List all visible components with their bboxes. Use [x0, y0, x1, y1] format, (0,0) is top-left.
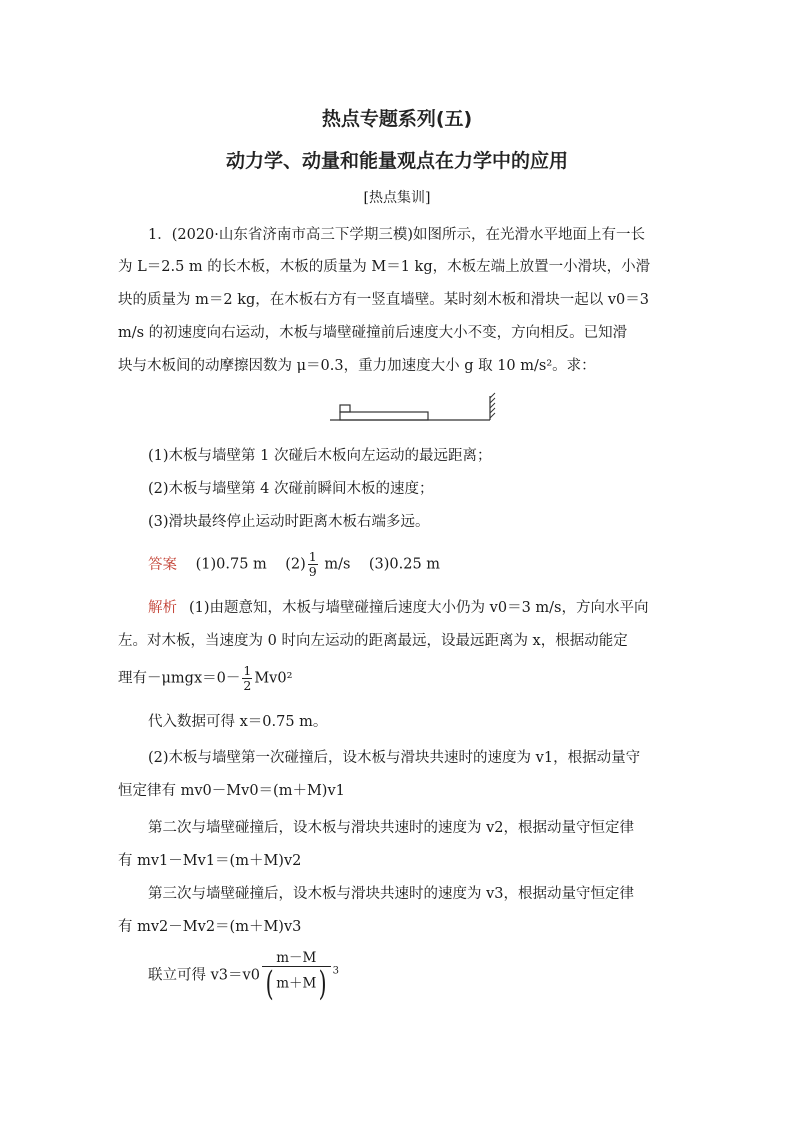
answer-2-numerator: 1 [308, 549, 317, 564]
answer-2-denominator: 9 [308, 564, 317, 579]
question-2: (2)木板与墙壁第 4 次碰前瞬间木板的速度； [148, 481, 434, 497]
solution-3-numerator: 1 [243, 663, 252, 678]
solution-line-11 [148, 950, 712, 1004]
right-paren-glyph: ) [318, 964, 327, 1004]
answer-2-unit: m/s [324, 556, 351, 573]
problem-line-1: 1．(2020·山东省济南市高三下学期三模)如图所示，在光滑水平地面上有一长 [148, 227, 646, 243]
answer-label: 答案 [148, 556, 177, 573]
board-wall-figure [330, 392, 500, 428]
left-paren-glyph: ( [265, 964, 274, 1004]
problem-line-4: m/s 的初速度向右运动，木板与墙壁碰撞前后速度大小不变，方向相反。已知滑 [118, 325, 628, 341]
solution-line-10: 有 mv2－Mv2＝(m＋M)v3 [118, 919, 302, 935]
answer-3: (3)0.25 m [368, 556, 441, 573]
solution-11-prefix: 联立可得 v3＝v0 [148, 967, 260, 984]
problem-line-2: 为 L＝2.5 m 的长木板，木板的质量为 M＝1 kg，木板左端上放置一小滑块，小滑 [118, 259, 651, 275]
solution-label: 解析 [148, 600, 177, 616]
section-tag: [热点集训] [363, 190, 431, 206]
solution-11-exponent: 3 [332, 965, 339, 977]
question-1: (1)木板与墙壁第 1 次碰后木板向左运动的最远距离； [148, 448, 492, 464]
solution-line-4: 代入数据可得 x＝0.75 m。 [148, 714, 328, 730]
solution-line-1 [148, 598, 712, 618]
answer-2-fraction [308, 550, 318, 579]
answer-2-prefix: (2) [285, 556, 306, 573]
solution-11-denominator-text: m＋M [276, 975, 317, 992]
solution-3-prefix: 理有－μmgx＝0－ [118, 670, 241, 687]
problem-line-5: 块与木板间的动摩擦因数为 μ＝0.3，重力加速度大小 g 取 10 m/s²。求： [118, 358, 596, 374]
solution-line-2: 左。对木板，当速度为 0 时向左运动的距离最远，设最远距离为 x，根据动能定 [118, 633, 628, 649]
solution-11-fraction [262, 950, 331, 1004]
page-subtitle: 动力学、动量和能量观点在力学中的应用 [225, 150, 568, 172]
solution-line-3 [118, 664, 682, 693]
solution-11-numerator: m－M [262, 950, 331, 967]
question-3: (3)滑块最终停止运动时距离木板右端多远。 [148, 514, 430, 530]
problem-line-3: 块的质量为 m＝2 kg，在木板右方有一竖直墙壁。某时刻木板和滑块一起以 v0＝3 [118, 292, 650, 308]
answer-line [148, 550, 712, 579]
solution-line-8: 有 mv1－Mv1＝(m＋M)v2 [118, 853, 302, 869]
page-title: 热点专题系列(五) [321, 108, 473, 130]
solution-3-denominator: 2 [243, 678, 252, 693]
solution-line-6: 恒定律有 mv0－Mv0＝(m＋M)v1 [118, 783, 345, 799]
solution-line-5: (2)木板与墙壁第一次碰撞后，设木板与滑块共速时的速度为 v1，根据动量守 [148, 750, 641, 766]
solution-11-denominator [262, 964, 331, 1004]
solution-3-fraction [242, 664, 252, 693]
answer-1: (1)0.75 m [195, 556, 267, 573]
solution-line-7: 第二次与墙壁碰撞后，设木板与滑块共速时的速度为 v2，根据动量守恒定律 [148, 820, 635, 836]
solution-line-9: 第三次与墙壁碰撞后，设木板与滑块共速时的速度为 v3，根据动量守恒定律 [148, 886, 635, 902]
solution-3-suffix: Mv0² [254, 670, 293, 687]
solution-text-1: (1)由题意知，木板与墙壁碰撞后速度大小仍为 v0＝3 m/s，方向水平向 [189, 600, 649, 616]
